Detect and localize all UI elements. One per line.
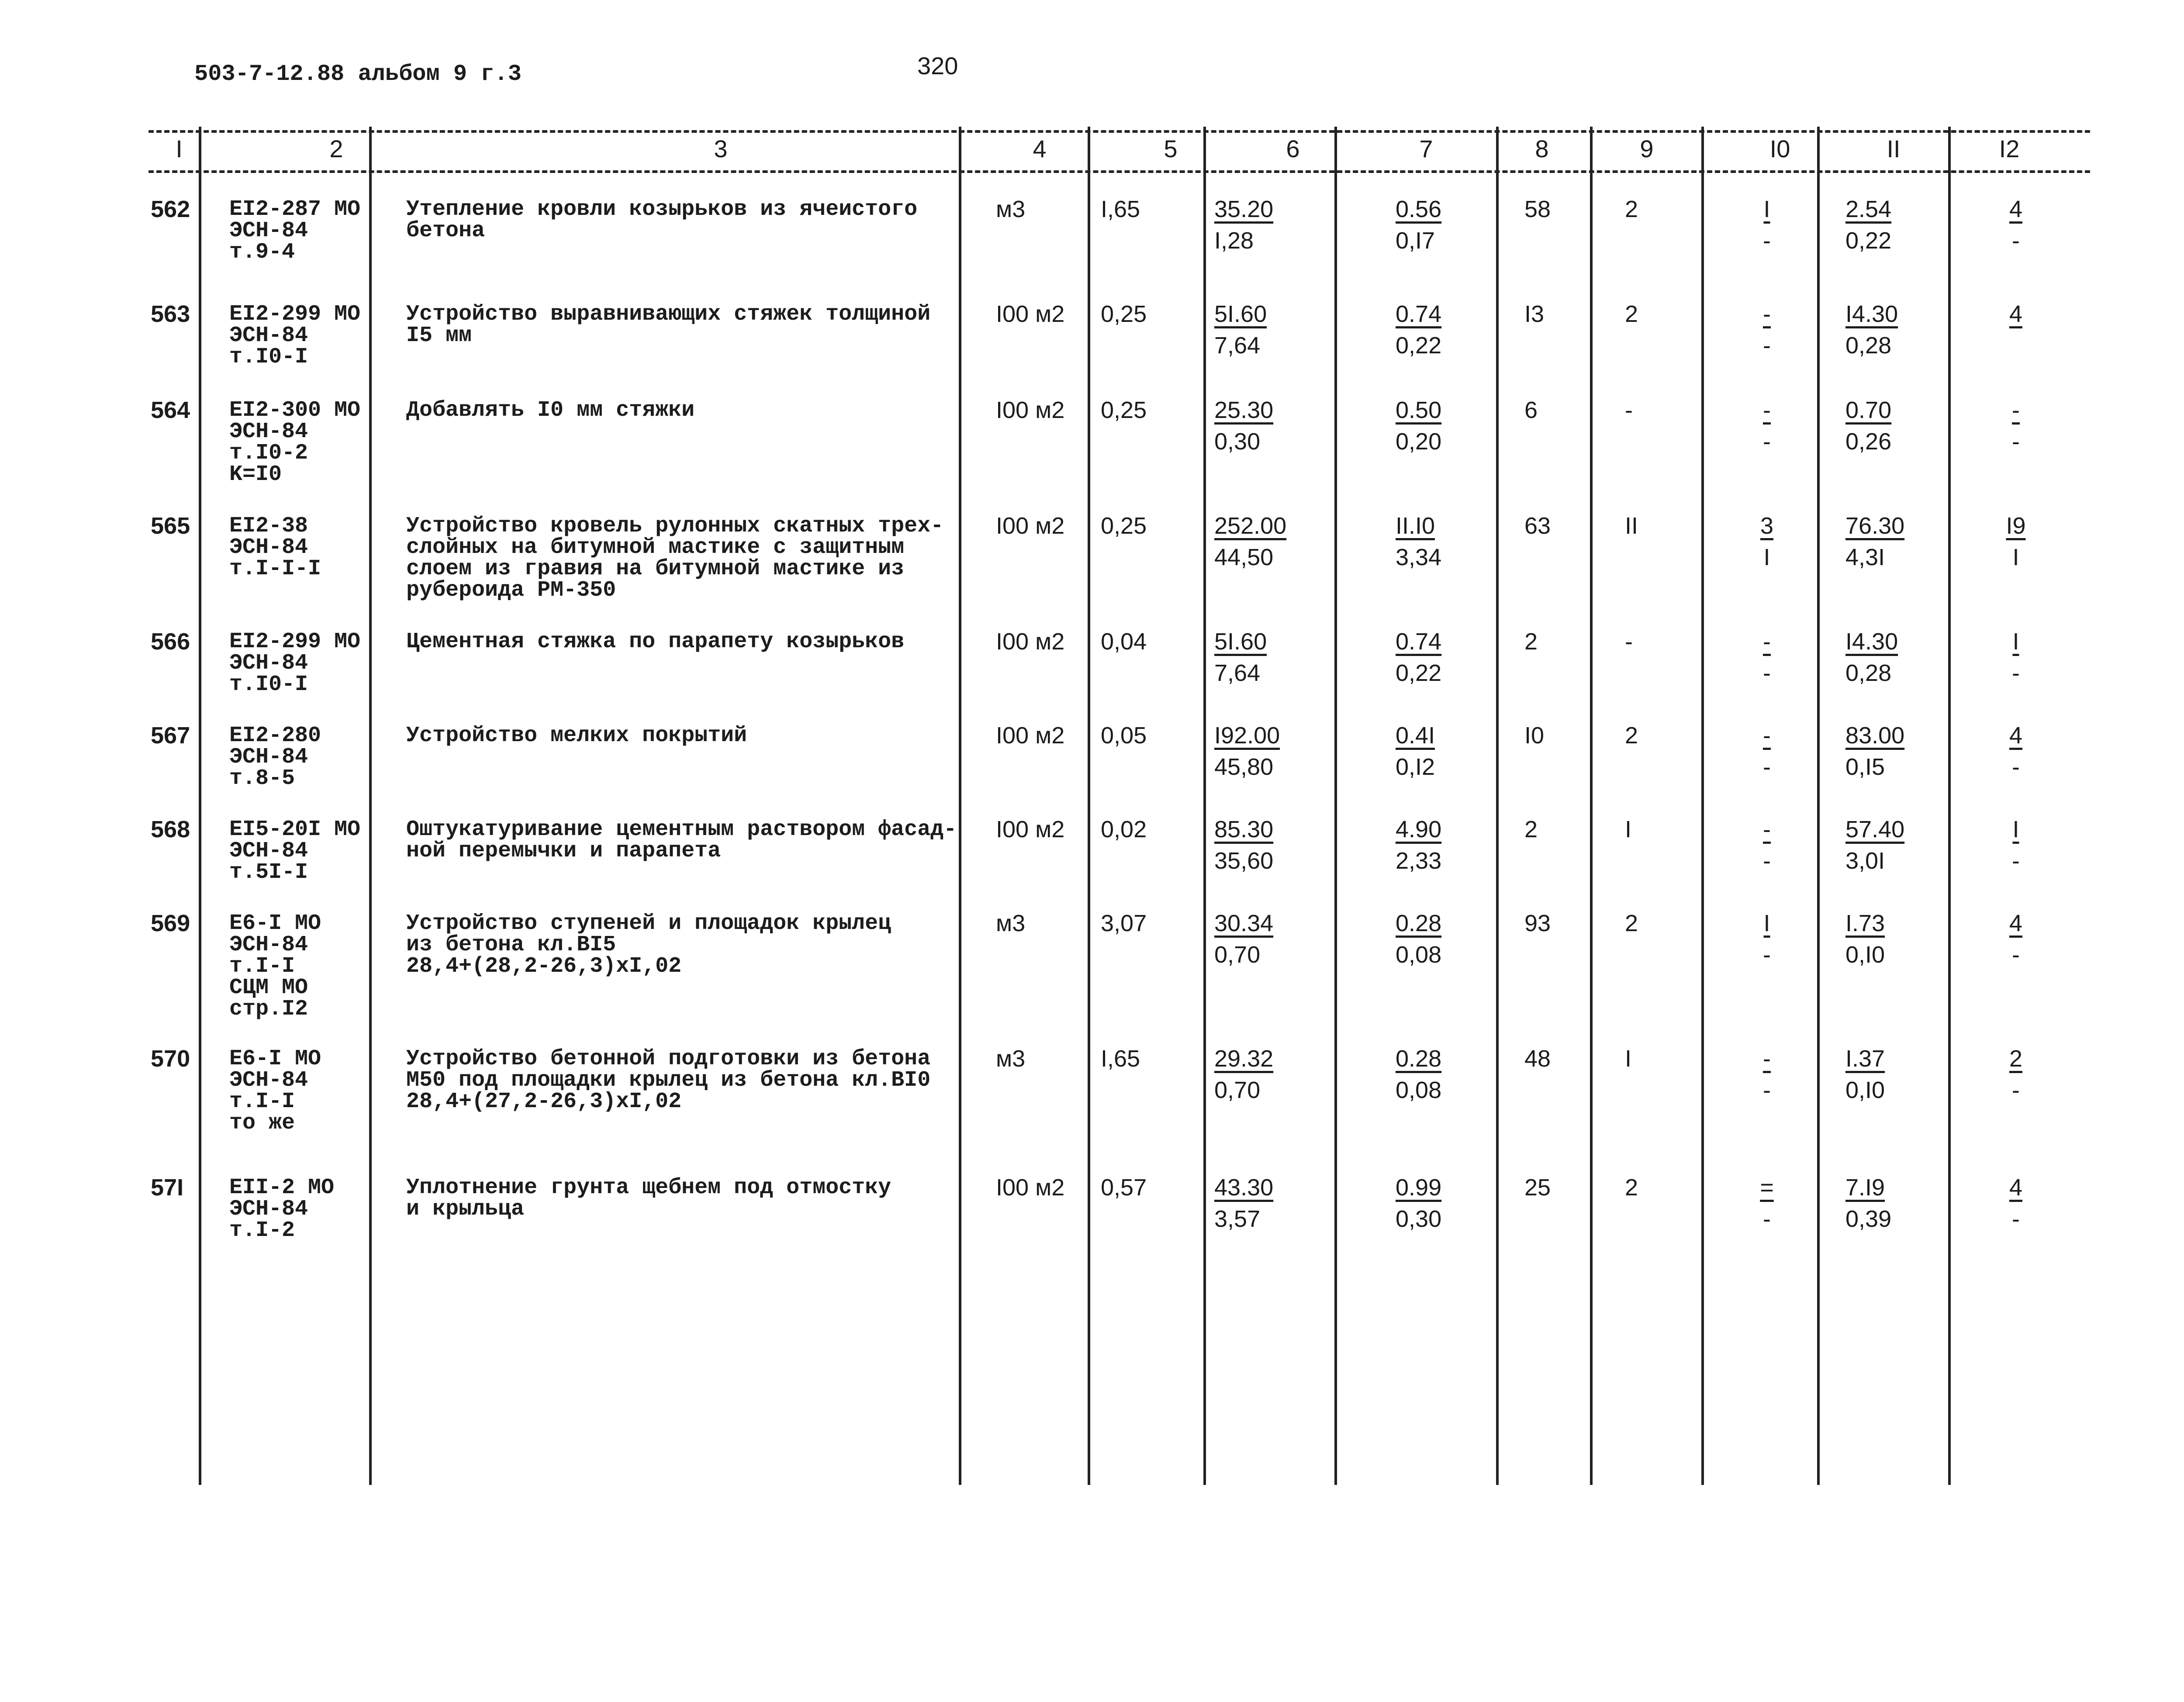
value-c10-bottom: - [1763,1206,1771,1232]
work-description: Добавлять I0 мм стяжки [406,398,695,423]
unit: I00 м2 [996,816,1065,842]
value-c8: 93 [1524,910,1551,936]
column-header: I2 [1999,135,2020,162]
unit: I00 м2 [996,301,1065,327]
value-c10-bottom: - [1763,754,1771,780]
value-c9: I [1625,816,1632,842]
value-c11-top: 7.I9 [1845,1174,1885,1201]
value-c12-top: 4 [2009,1174,2023,1201]
value-c12-bottom: - [2012,848,2020,874]
value-c7-bottom: 0,08 [1396,942,1442,968]
value-c7-top: 0.28 [1396,1046,1442,1072]
value-c7-bottom: 0,22 [1396,332,1442,359]
unit: м3 [996,1046,1026,1072]
value-c12-bottom: - [2012,660,2020,686]
row-number: 567 [151,722,190,749]
value-c6-top: 43.30 [1214,1174,1274,1201]
column-header: 7 [1419,135,1433,162]
value-c10-bottom: - [1763,660,1771,686]
value-c6-top: 25.30 [1214,397,1274,423]
value-c7-top: 0.56 [1396,196,1442,222]
value-c10-top: I [1763,910,1770,936]
value-c12-top: I [2012,628,2019,655]
value-c10-top: - [1763,397,1771,423]
value-c7-bottom: 0,I2 [1396,754,1435,780]
column-divider [1203,127,1206,1485]
value-c6-top: I92.00 [1214,722,1280,749]
value-c6-bottom: 7,64 [1214,660,1261,686]
value-c11-top: 76.30 [1845,513,1905,539]
row-number: 570 [151,1046,190,1072]
row-number: 563 [151,301,190,327]
value-c12-top: - [2012,397,2020,423]
value-c8: 25 [1524,1174,1551,1201]
row-number: 568 [151,816,190,842]
value-c10-top: - [1763,628,1771,655]
value-c9: I [1625,1046,1632,1072]
value-c11-bottom: 0,39 [1845,1206,1892,1232]
column-header: II [1887,135,1901,162]
document-code: 503-7-12.88 альбом 9 г.3 [194,61,522,87]
value-c7-bottom: 0,22 [1396,660,1442,686]
value-c7-top: 0.74 [1396,628,1442,655]
norm-code: EI2-299 MO ЭСН-84 т.I0-I [229,629,361,697]
value-c11-top: I.37 [1845,1046,1885,1072]
row-number: 569 [151,910,190,936]
value-c12-bottom: - [2012,1077,2020,1103]
quantity: 0,25 [1101,301,1147,327]
value-c7-top: 0.4I [1396,722,1435,749]
value-c12-top: 4 [2009,910,2023,936]
column-header: 8 [1535,135,1549,162]
value-c6-bottom: 45,80 [1214,754,1274,780]
work-description: Устройство кровель рулонных скатных трех- слойных на битумной мастике с защитным слоем из гравия на битумной мастике из рубероида РМ-350 [406,514,944,603]
norm-code: E6-I MO ЭСН-84 т.I-I то же [229,1046,321,1136]
work-description: Уплотнение грунта щебнем под отмостку и крыльца [406,1175,892,1222]
header-bottom-rule [149,170,2090,173]
value-c9: - [1625,628,1633,655]
column-header: 5 [1164,135,1178,162]
value-c6-bottom: 0,70 [1214,942,1261,968]
value-c7-bottom: 0,08 [1396,1077,1442,1103]
value-c6-bottom: 3,57 [1214,1206,1261,1232]
column-divider [1334,127,1337,1485]
value-c7-top: 4.90 [1396,816,1442,842]
quantity: 0,57 [1101,1174,1147,1201]
row-number: 562 [151,196,190,222]
column-header: 6 [1286,135,1300,162]
quantity: I,65 [1101,196,1140,222]
norm-code: E6-I MO ЭСН-84 т.I-I СЦМ MO стр.I2 [229,911,321,1022]
value-c7-top: 0.50 [1396,397,1442,423]
value-c9: 2 [1625,722,1638,749]
value-c6-bottom: 0,70 [1214,1077,1261,1103]
work-description: Устройство ступеней и площадок крылец из бетона кл.BI5 28,4+(28,2-26,3)xI,02 [406,911,892,979]
value-c11-bottom: 0,I0 [1845,1077,1885,1103]
row-number: 564 [151,397,190,423]
norm-code: EII-2 MO ЭСН-84 т.I-2 [229,1175,335,1243]
unit: м3 [996,910,1026,936]
quantity: 0,02 [1101,816,1147,842]
value-c10-bottom: - [1763,1077,1771,1103]
norm-code: EI2-300 MO ЭСН-84 т.I0-2 K=I0 [229,398,361,487]
value-c12-bottom: - [2012,428,2020,455]
value-c8: 58 [1524,196,1551,222]
value-c10-bottom: - [1763,228,1771,254]
norm-code: EI2-38 ЭСН-84 т.I-I-I [229,514,321,581]
value-c11-top: I.73 [1845,910,1885,936]
value-c6-top: 29.32 [1214,1046,1274,1072]
column-divider [199,127,201,1485]
value-c9: 2 [1625,301,1638,327]
value-c10-top: - [1763,722,1771,749]
unit: I00 м2 [996,628,1065,655]
value-c10-top: = [1760,1174,1774,1201]
value-c7-bottom: 0,20 [1396,428,1442,455]
column-divider [1817,127,1820,1485]
value-c10-top: - [1763,1046,1771,1072]
value-c12-top: 4 [2009,301,2023,327]
value-c10-bottom: - [1763,848,1771,874]
value-c12-top: 4 [2009,196,2023,222]
value-c11-bottom: 0,22 [1845,228,1892,254]
value-c8: I3 [1524,301,1545,327]
column-header: 4 [1033,135,1047,162]
value-c9: 2 [1625,910,1638,936]
value-c11-bottom: 0,28 [1845,660,1892,686]
quantity: 0,25 [1101,513,1147,539]
value-c12-top: 4 [2009,722,2023,749]
row-number: 566 [151,628,190,655]
column-divider [959,127,961,1485]
value-c9: - [1625,397,1633,423]
value-c12-bottom: - [2012,942,2020,968]
value-c7-top: II.I0 [1396,513,1435,539]
value-c12-bottom: - [2012,754,2020,780]
value-c10-bottom: - [1763,428,1771,455]
work-description: Утепление кровли козырьков из ячеистого бетона [406,197,918,243]
value-c6-top: 5I.60 [1214,301,1267,327]
work-description: Оштукатуривание цементным раствором фасад- ной перемычки и парапета [406,817,957,863]
value-c6-bottom: 35,60 [1214,848,1274,874]
value-c7-top: 0.28 [1396,910,1442,936]
work-description: Устройство выравнивающих стяжек толщиной I5 мм [406,302,931,348]
value-c9: II [1625,513,1638,539]
value-c8: 2 [1524,816,1538,842]
value-c11-top: 0.70 [1845,397,1892,423]
value-c11-top: 57.40 [1845,816,1905,842]
value-c12-bottom: I [2012,544,2019,570]
value-c11-bottom: 3,0I [1845,848,1885,874]
value-c12-top: I9 [2006,513,2026,539]
value-c7-top: 0.99 [1396,1174,1442,1201]
column-divider [1948,127,1951,1485]
value-c8: 63 [1524,513,1551,539]
quantity: 0,25 [1101,397,1147,423]
value-c11-bottom: 0,I0 [1845,942,1885,968]
value-c10-bottom: - [1763,332,1771,359]
column-header: I [176,135,183,162]
column-header: 2 [329,135,343,162]
norm-code: EI2-299 MO ЭСН-84 т.I0-I [229,302,361,369]
column-divider [1701,127,1704,1485]
value-c10-top: - [1763,301,1771,327]
value-c6-bottom: I,28 [1214,228,1254,254]
value-c10-bottom: - [1763,942,1771,968]
column-header: I0 [1769,135,1790,162]
norm-code: EI2-280 ЭСН-84 т.8-5 [229,723,321,791]
norm-code: EI2-287 MO ЭСН-84 т.9-4 [229,197,361,265]
value-c6-top: 35.20 [1214,196,1274,222]
header-top-rule [149,130,2090,133]
value-c12-top: I [2012,816,2019,842]
work-description: Устройство бетонной подготовки из бетона M50 под площадки крылец из бетона кл.BI0 28,4+(27,2-26,3)xI,02 [406,1046,931,1114]
value-c6-bottom: 7,64 [1214,332,1261,359]
column-divider [1590,127,1593,1485]
value-c12-top: 2 [2009,1046,2023,1072]
value-c11-top: I4.30 [1845,628,1898,655]
value-c11-top: 83.00 [1845,722,1905,749]
value-c11-bottom: 0,I5 [1845,754,1885,780]
value-c6-bottom: 0,30 [1214,428,1261,455]
work-description: Устройство мелких покрытий [406,723,747,748]
value-c7-bottom: 2,33 [1396,848,1442,874]
value-c12-bottom: - [2012,228,2020,254]
value-c8: 6 [1524,397,1538,423]
value-c11-top: I4.30 [1845,301,1898,327]
value-c8: I0 [1524,722,1545,749]
unit: I00 м2 [996,397,1065,423]
value-c9: 2 [1625,1174,1638,1201]
value-c11-bottom: 0,26 [1845,428,1892,455]
value-c10-top: - [1763,816,1771,842]
column-divider [1088,127,1090,1485]
value-c8: 2 [1524,628,1538,655]
quantity: 3,07 [1101,910,1147,936]
column-divider [1496,127,1499,1485]
unit: м3 [996,196,1026,222]
quantity: 0,04 [1101,628,1147,655]
value-c6-top: 85.30 [1214,816,1274,842]
value-c7-bottom: 0,I7 [1396,228,1435,254]
unit: I00 м2 [996,722,1065,749]
value-c6-top: 252.00 [1214,513,1287,539]
value-c11-bottom: 0,28 [1845,332,1892,359]
value-c6-top: 30.34 [1214,910,1274,936]
value-c9: 2 [1625,196,1638,222]
value-c7-bottom: 3,34 [1396,544,1442,570]
column-header: 3 [714,135,728,162]
value-c10-top: 3 [1760,513,1774,539]
value-c6-bottom: 44,50 [1214,544,1274,570]
column-header: 9 [1640,135,1654,162]
work-description: Цементная стяжка по парапету козырьков [406,629,905,654]
page-number: 320 [917,52,958,79]
value-c11-top: 2.54 [1845,196,1892,222]
value-c6-top: 5I.60 [1214,628,1267,655]
value-c7-bottom: 0,30 [1396,1206,1442,1232]
value-c10-top: I [1763,196,1770,222]
column-divider [369,127,372,1485]
value-c8: 48 [1524,1046,1551,1072]
value-c10-bottom: I [1763,544,1770,570]
row-number: 57I [151,1174,184,1201]
value-c11-bottom: 4,3I [1845,544,1885,570]
value-c12-bottom: - [2012,1206,2020,1232]
row-number: 565 [151,513,190,539]
value-c7-top: 0.74 [1396,301,1442,327]
unit: I00 м2 [996,513,1065,539]
quantity: I,65 [1101,1046,1140,1072]
quantity: 0,05 [1101,722,1147,749]
norm-code: EI5-20I MO ЭСН-84 т.5I-I [229,817,361,885]
unit: I00 м2 [996,1174,1065,1201]
